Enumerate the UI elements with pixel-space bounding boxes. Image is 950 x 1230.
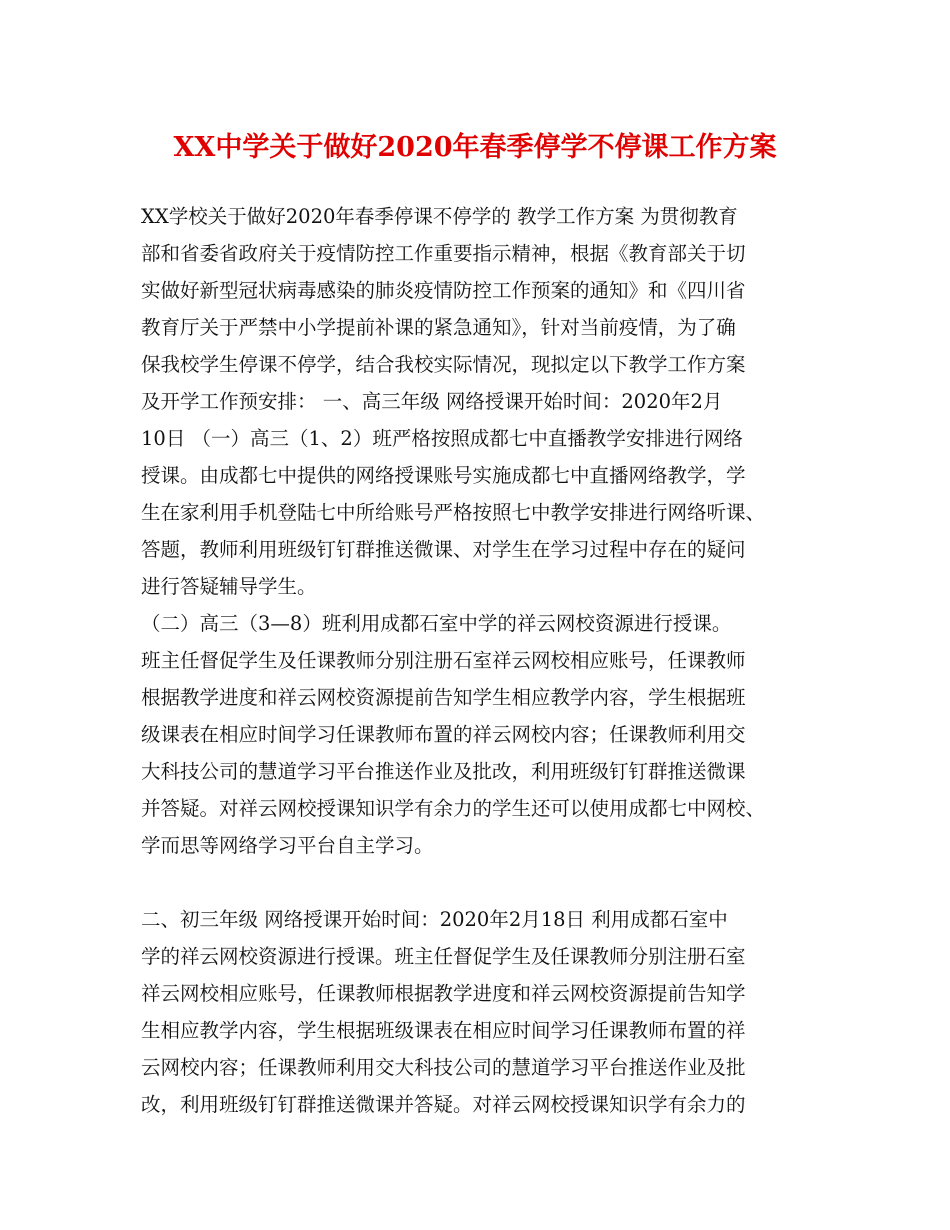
body-text-line: XX学校关于做好2020年春季停课不停学的 教学工作方案 为贯彻教育 — [141, 205, 738, 228]
body-text-line: 级课表在相应时间学习任课教师布置的祥云网校内容；任课教师利用交 — [141, 723, 746, 746]
body-text-line: 学而思等网络学习平台自主学习。 — [141, 834, 434, 857]
body-text-line: 二、初三年级 网络授课开始时间：2020年2月18日 利用成都石室中 — [141, 908, 728, 931]
document-body — [141, 198, 831, 1123]
body-text-line: 大科技公司的慧道学习平台推送作业及批改，利用班级钉钉群推送微课 — [141, 760, 746, 783]
body-text-line: 教育厅关于严禁中小学提前补课的紧急通知》，针对当前疫情，为了确 — [141, 316, 736, 339]
body-text-line: 生相应教学内容，学生根据班级课表在相应时间学习任课教师布置的祥 — [141, 1019, 746, 1042]
body-text-line: 答题，教师利用班级钉钉群推送微课、对学生在学习过程中存在的疑问 — [141, 538, 746, 561]
document-title: XX中学关于做好2020年春季停学不停课工作方案 — [173, 132, 777, 163]
body-text-line: 云网校内容；任课教师利用交大科技公司的慧道学习平台推送作业及批 — [141, 1056, 746, 1079]
body-text-line: 10日 （一）高三（1、2）班严格按照成都七中直播教学安排进行网络 — [141, 427, 743, 450]
body-text-line: 及开学工作预安排： 一、高三年级 网络授课开始时间：2020年2月 — [141, 390, 723, 413]
body-text-line: 实做好新型冠状病毒感染的肺炎疫情防控工作预案的通知》和《四川省 — [141, 279, 746, 302]
body-text-line: 学的祥云网校资源进行授课。班主任督促学生及任课教师分别注册石室 — [141, 945, 746, 968]
body-text-line: 生在家利用手机登陆七中所给账号严格按照七中教学安排进行网络听课、 — [141, 501, 766, 524]
body-text-line: 改，利用班级钉钉群推送微课并答疑。对祥云网校授课知识学有余力的 — [141, 1093, 746, 1116]
paragraph-spacer — [141, 864, 831, 901]
body-text-line: 并答疑。对祥云网校授课知识学有余力的学生还可以使用成都七中网校、 — [141, 797, 766, 820]
body-text-line: 班主任督促学生及任课教师分别注册石室祥云网校相应账号，任课教师 — [141, 649, 746, 672]
body-text-line: 授课。由成都七中提供的网络授课账号实施成都七中直播网络教学，学 — [141, 464, 746, 487]
body-text-line: 进行答疑辅导学生。 — [141, 575, 317, 598]
body-text-line: （二）高三（3—8）班利用成都石室中学的祥云网校资源进行授课。 — [141, 612, 732, 635]
body-text-line: 保我校学生停课不停学，结合我校实际情况，现拟定以下教学工作方案 — [141, 353, 746, 376]
body-text-line: 部和省委省政府关于疫情防控工作重要指示精神，根据《教育部关于切 — [141, 242, 746, 265]
body-text-line: 根据教学进度和祥云网校资源提前告知学生相应教学内容，学生根据班 — [141, 686, 746, 709]
body-text-line: 祥云网校相应账号，任课教师根据教学进度和祥云网校资源提前告知学 — [141, 982, 746, 1005]
